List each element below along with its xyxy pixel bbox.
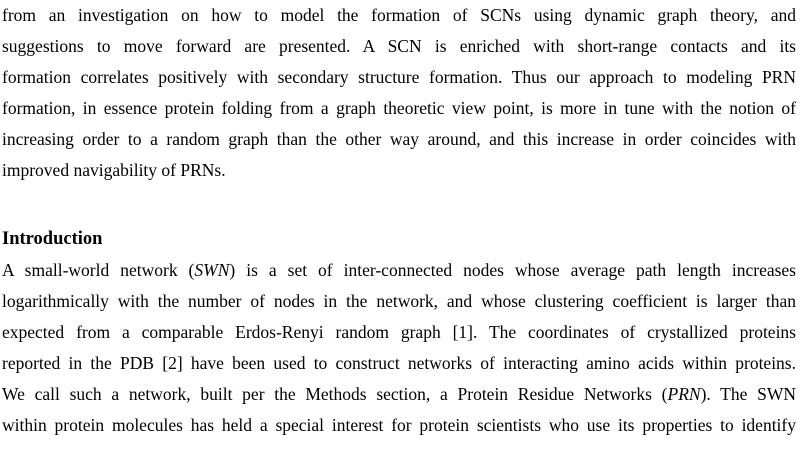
- paragraph-1-line-3: formation correlates positively with secondary structure formation. Thus our approach to modeling PRN: [2, 67, 796, 87]
- text-segment: ). The SWN: [700, 384, 797, 404]
- paragraph-1-line-1: from an investigation on how to model the formation of SCNs using dynamic graph theory, and: [2, 5, 796, 25]
- paragraph-1-line-6: improved navigability of PRNs.: [2, 160, 226, 180]
- text-segment: ) is a set of inter-connected nodes whose average path length increases: [229, 260, 796, 280]
- term-prn: PRN: [667, 384, 701, 404]
- text-segment: We call such a network, built per the Methods section, a Protein Residue Networks (: [2, 384, 668, 404]
- paragraph-2-line-6: within protein molecules has held a special interest for protein scientists who use its properties to identify: [2, 415, 796, 435]
- paragraph-2-line-2: logarithmically with the number of nodes in the network, and whose clustering coefficient is larger than: [2, 291, 796, 311]
- text-segment: A small-world network (: [2, 260, 195, 280]
- paragraph-1-line-4: formation, in essence protein folding from a graph theoretic view point, is more in tune with the notion of: [2, 98, 796, 118]
- paragraph-2-line-1: [2, 259, 796, 281]
- section-heading-introduction: Introduction: [2, 229, 103, 249]
- paragraph-2-line-4: reported in the PDB [2] have been used to construct networks of interacting amino acids within proteins.: [2, 353, 796, 373]
- paragraph-1-line-2: suggestions to move forward are presented. A SCN is enriched with short-range contacts and its: [2, 36, 796, 56]
- paragraph-2-line-5: [2, 383, 796, 405]
- paragraph-2-line-3: expected from a comparable Erdos-Renyi random graph [1]. The coordinates of crystallized proteins: [2, 322, 796, 342]
- paragraph-1-line-5: increasing order to a random graph than the other way around, and this increase in order coincides with: [2, 129, 796, 149]
- term-swn: SWN: [194, 260, 230, 280]
